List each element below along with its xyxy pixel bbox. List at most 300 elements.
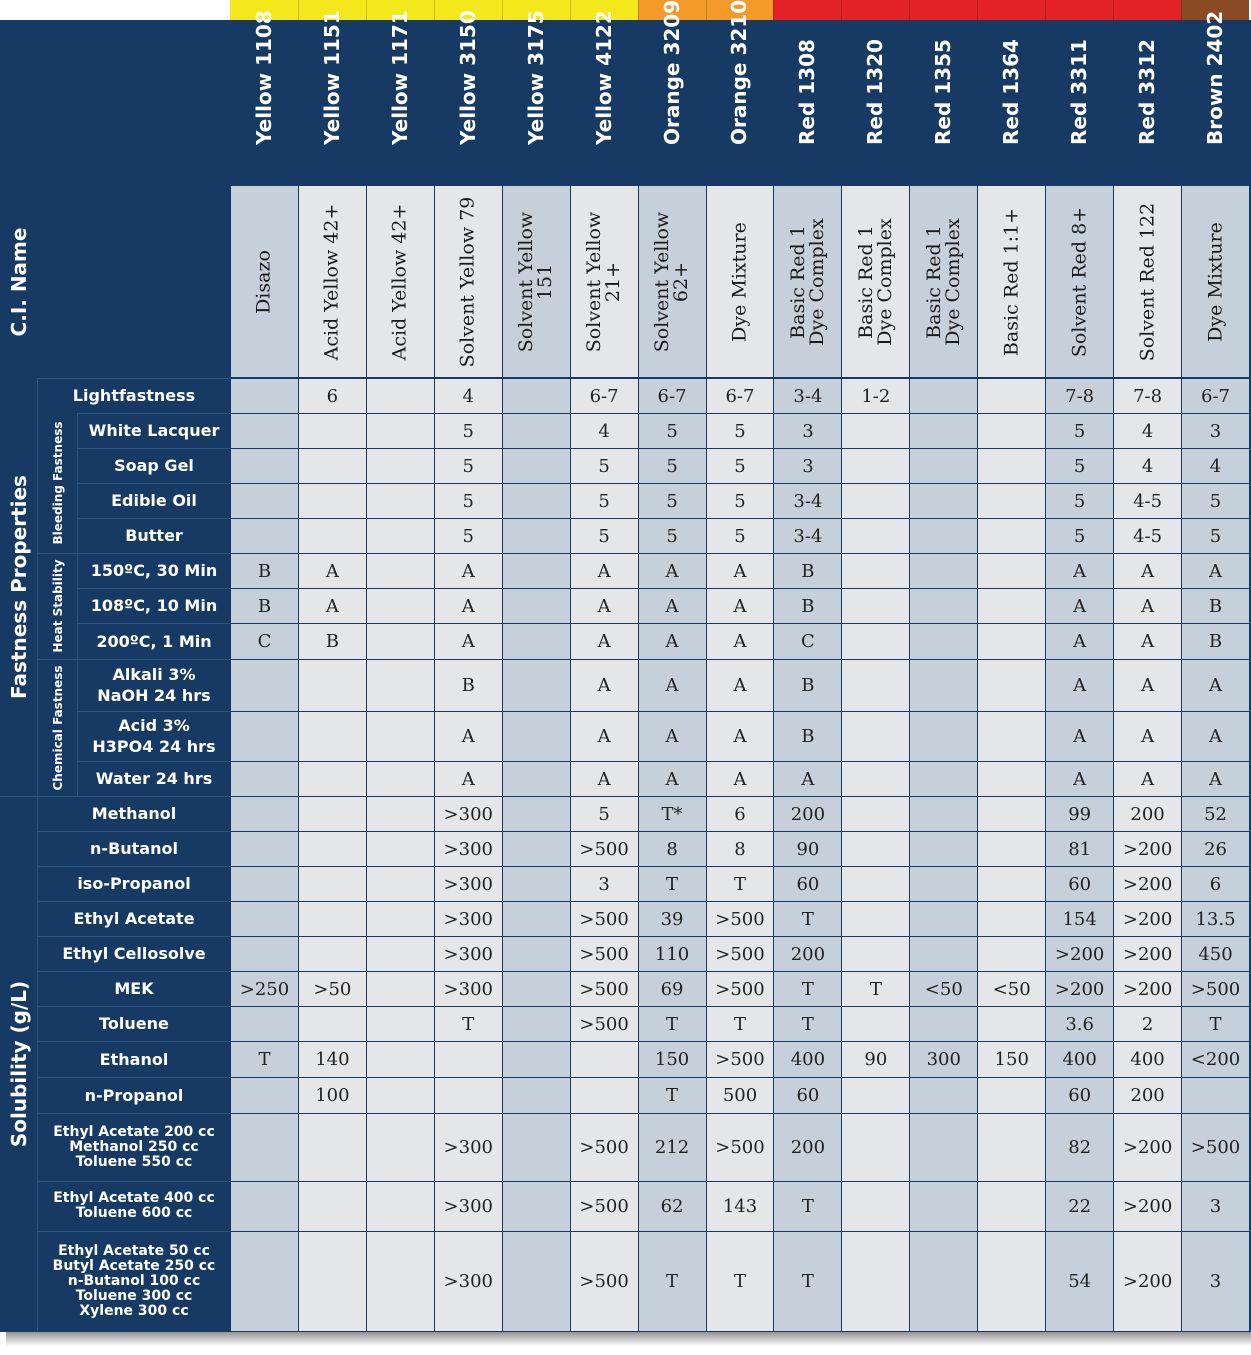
- table-cell: [1046, 624, 1113, 659]
- ci-name-line: Basic Red 1:1+: [1000, 207, 1023, 356]
- cell-value: >300: [443, 1196, 493, 1217]
- cell-value: C: [801, 631, 815, 652]
- cell-value: >500: [579, 1137, 629, 1158]
- table-cell: [299, 519, 366, 553]
- ci-name-cell: [1182, 186, 1249, 377]
- cell-value: >300: [443, 1137, 493, 1158]
- row-label-line: Xylene 300 cc: [79, 1302, 189, 1319]
- group-divider: [38, 659, 78, 660]
- row-label-line: Ethyl Acetate 200 cc: [53, 1123, 215, 1140]
- cell-value: >500: [579, 908, 629, 930]
- table-cell: [639, 554, 706, 588]
- table-cell: [1114, 972, 1181, 1006]
- table-cell: [1046, 937, 1113, 971]
- table-cell: [571, 589, 638, 623]
- row-label-line: Butter: [125, 526, 183, 545]
- row-label: [78, 659, 230, 711]
- table-cell: [639, 519, 706, 553]
- table-cell: [774, 1078, 841, 1113]
- table-cell: [910, 832, 977, 866]
- row-label: [78, 623, 230, 659]
- table-cell: [367, 972, 434, 1006]
- row-label-line: Alkali 3%: [112, 665, 196, 684]
- row-label: [38, 831, 230, 866]
- table-cell: [910, 972, 977, 1006]
- cell-value: 5: [666, 490, 678, 512]
- table-cell: [571, 484, 638, 518]
- table-cell: [910, 624, 977, 659]
- cell-value: A: [461, 768, 475, 790]
- product-header: [1113, 20, 1181, 185]
- cell-value: A: [665, 768, 679, 790]
- cell-value: 3.6: [1065, 1013, 1094, 1035]
- ci-name-text: [456, 192, 479, 372]
- cell-value: >300: [443, 978, 493, 1000]
- row-divider: [38, 866, 230, 867]
- table-cell: [978, 484, 1045, 518]
- ci-name-text: [585, 192, 623, 372]
- table-cell: [571, 449, 638, 483]
- table-cell: [299, 1078, 366, 1113]
- row-label-line: Toluene: [99, 1014, 169, 1033]
- product-name: Red 1355: [931, 39, 956, 145]
- table-cell: [978, 379, 1045, 413]
- table-cell: [1182, 519, 1249, 553]
- cell-value: >300: [443, 1271, 493, 1292]
- table-cell: [910, 414, 977, 448]
- cell-value: A: [1209, 560, 1223, 582]
- row-divider: [38, 1006, 230, 1007]
- product-header: [502, 10, 570, 185]
- table-cell: [435, 379, 502, 413]
- table-cell: [503, 660, 570, 711]
- cell-value: T: [801, 1271, 814, 1292]
- table-cell: [503, 902, 570, 936]
- row-label-line: n-Propanol: [84, 1085, 184, 1105]
- row-label: [78, 483, 230, 518]
- table-cell: [1182, 554, 1249, 588]
- cell-value: 5: [1073, 455, 1086, 477]
- row-label: [78, 413, 230, 448]
- cell-value: B: [1208, 631, 1223, 652]
- table-cell: [571, 1042, 638, 1077]
- table-cell: [1046, 1078, 1113, 1113]
- table-cell: [910, 1232, 977, 1331]
- cell-value: A: [1141, 560, 1155, 582]
- row-label-line: 150ºC, 30 Min: [90, 561, 218, 580]
- cell-value: >200: [1122, 1137, 1173, 1158]
- table-cell: [367, 1182, 434, 1231]
- table-cell: [1182, 1007, 1249, 1041]
- table-cell: [299, 589, 366, 623]
- table-cell: [774, 1232, 841, 1331]
- table-cell: [774, 1182, 841, 1231]
- table-cell: [435, 1007, 502, 1041]
- ci-name-cell: [1114, 186, 1181, 377]
- table-cell: [435, 832, 502, 866]
- cell-value: 150: [654, 1049, 690, 1070]
- table-cell: [231, 762, 298, 796]
- table-cell: [1046, 762, 1113, 796]
- table-cell: [978, 414, 1045, 448]
- product-name: Yellow 3175: [523, 10, 548, 145]
- ci-name-line: Dye Complex: [941, 217, 964, 346]
- table-cell: [639, 379, 706, 413]
- table-cell: [774, 624, 841, 659]
- cell-value: A: [665, 675, 679, 696]
- cell-value: 200: [790, 803, 826, 825]
- section-divider: [0, 796, 38, 797]
- cell-value: A: [597, 675, 611, 696]
- cell-value: B: [801, 675, 815, 696]
- table-cell: [707, 797, 774, 831]
- table-cell: [503, 484, 570, 518]
- cell-value: 4: [1141, 420, 1154, 442]
- row-label-line: Acid 3%: [118, 716, 190, 735]
- table-cell: [367, 1078, 434, 1113]
- table-cell: [910, 712, 977, 761]
- cell-value: 450: [1198, 943, 1233, 965]
- row-divider: [38, 1077, 230, 1078]
- table-cell: [231, 449, 298, 483]
- table-cell: [978, 712, 1045, 761]
- table-cell: [571, 937, 638, 971]
- cell-value: A: [665, 726, 679, 747]
- table-cell: [571, 832, 638, 866]
- bleeding-group-label-border: [77, 413, 78, 553]
- ci-name-line: Solvent Yellow 151: [515, 211, 557, 352]
- cell-value: A: [733, 560, 747, 582]
- table-cell: [707, 1232, 774, 1331]
- cell-value: 5: [1073, 490, 1086, 512]
- table-cell: [1114, 1007, 1181, 1041]
- group-divider: [38, 553, 78, 554]
- product-name: Yellow 3150: [455, 10, 480, 145]
- cell-value: T: [462, 1013, 475, 1035]
- cell-value: 5: [462, 455, 474, 477]
- table-cell: [639, 797, 706, 831]
- row-label: [78, 518, 230, 553]
- row-divider: [78, 413, 230, 414]
- table-cell: [571, 1078, 638, 1113]
- ci-name-line: Dye Complex: [805, 217, 828, 346]
- ci-name-line: Dye Complex: [873, 217, 896, 346]
- cell-value: >500: [1190, 1137, 1241, 1158]
- cell-value: >300: [443, 908, 493, 930]
- table-cell: [231, 972, 298, 1006]
- table-cell: [1114, 660, 1181, 711]
- cell-value: >500: [579, 943, 629, 965]
- table-cell: [842, 832, 909, 866]
- table-cell: [978, 797, 1045, 831]
- product-name: Yellow 1108: [251, 10, 276, 145]
- cell-value: >500: [715, 1137, 765, 1158]
- cell-value: 212: [654, 1137, 690, 1158]
- table-cell: [367, 832, 434, 866]
- table-cell: [774, 1007, 841, 1041]
- cell-value: A: [1073, 560, 1087, 582]
- cell-value: >500: [579, 1271, 629, 1292]
- cell-value: B: [801, 726, 815, 747]
- row-divider: [38, 378, 230, 379]
- table-cell: [367, 1114, 434, 1181]
- table-cell: [707, 624, 774, 659]
- table-cell: [503, 624, 570, 659]
- row-divider: [38, 831, 230, 832]
- cell-value: T: [733, 1013, 746, 1035]
- table-cell: [910, 1114, 977, 1181]
- table-cell: [639, 414, 706, 448]
- table-cell: [707, 1007, 774, 1041]
- cell-value: >500: [579, 1013, 629, 1035]
- table-cell: [842, 414, 909, 448]
- cell-value: 7-8: [1133, 385, 1163, 407]
- table-cell: [910, 867, 977, 901]
- table-cell: [842, 1232, 909, 1331]
- row-label-line: n-Butanol: [90, 839, 178, 858]
- table-cell: [842, 379, 909, 413]
- row-label-text: [85, 1085, 184, 1106]
- cell-value: A: [461, 631, 475, 652]
- cell-value: 5: [462, 525, 474, 547]
- cell-value: 3-4: [793, 490, 823, 512]
- table-cell: [231, 1042, 298, 1077]
- cell-value: 100: [315, 1085, 350, 1106]
- cell-value: T: [258, 1049, 271, 1070]
- group-divider: [38, 796, 78, 797]
- cell-value: 154: [1062, 908, 1097, 930]
- row-label-text: [97, 664, 210, 706]
- table-cell: [1114, 797, 1181, 831]
- cell-value: <50: [924, 978, 963, 1000]
- table-cell: [1046, 1042, 1113, 1077]
- row-label-text: [91, 595, 217, 616]
- product-name: Yellow 1151: [319, 10, 344, 145]
- cell-value: >50: [313, 978, 352, 1000]
- table-cell: [639, 484, 706, 518]
- cell-value: 3: [1209, 1196, 1222, 1217]
- table-cell: [707, 762, 774, 796]
- product-name: Red 1364: [999, 39, 1024, 145]
- row-label-line: 200ºC, 1 Min: [96, 631, 212, 651]
- table-cell: [1182, 902, 1249, 936]
- cell-value: 5: [598, 803, 610, 825]
- table-cell: [910, 1007, 977, 1041]
- product-name: Yellow 1171: [387, 10, 412, 145]
- table-cell: [639, 832, 706, 866]
- table-cell: [231, 1114, 298, 1181]
- table-cell: [571, 554, 638, 588]
- ci-name-line: Solvent Red 8+: [1068, 206, 1091, 357]
- table-cell: [503, 972, 570, 1006]
- table-cell: [435, 1232, 502, 1331]
- table-cell: [1046, 1182, 1113, 1231]
- table-cell: [774, 1114, 841, 1181]
- table-cell: [299, 797, 366, 831]
- table-cell: [299, 902, 366, 936]
- table-cell: [299, 867, 366, 901]
- row-label-line: Ethyl Acetate 50 cc: [58, 1242, 210, 1259]
- cell-value: 6-7: [725, 385, 755, 407]
- table-cell: [503, 1078, 570, 1113]
- table-cell: [1046, 867, 1113, 901]
- cell-value: 5: [734, 490, 746, 512]
- product-name: Red 3311: [1067, 39, 1092, 145]
- cell-value: A: [1141, 675, 1155, 696]
- cell-value: T: [666, 1271, 679, 1292]
- cell-value: A: [1209, 768, 1223, 790]
- table-cell: [571, 1182, 638, 1231]
- table-cell: [1182, 660, 1249, 711]
- table-cell: [978, 902, 1045, 936]
- cell-value: 6: [326, 385, 339, 407]
- cell-value: C: [257, 631, 272, 652]
- cell-value: A: [597, 631, 611, 652]
- row-divider: [78, 483, 230, 484]
- ci-name-text: [320, 192, 343, 372]
- cell-value: T: [801, 978, 814, 1000]
- heat-group-label-text: Heat Stability: [51, 559, 65, 653]
- table-cell: [1182, 484, 1249, 518]
- row-label-text: [111, 490, 197, 511]
- cell-value: 200: [790, 943, 826, 965]
- row-label-line: Methanol 250 cc: [69, 1138, 199, 1155]
- cell-value: B: [257, 595, 272, 617]
- ci-name-label: [0, 186, 38, 377]
- cell-value: A: [733, 726, 747, 747]
- table-cell: [707, 1042, 774, 1077]
- ci-name-cell: [842, 186, 909, 377]
- table-cell: [571, 1232, 638, 1331]
- table-cell: [707, 660, 774, 711]
- table-cell: [842, 762, 909, 796]
- ci-name-line: Dye Mixture: [728, 221, 751, 342]
- table-cell: [435, 449, 502, 483]
- table-cell: [978, 449, 1045, 483]
- cell-value: 3: [802, 455, 814, 477]
- cell-value: A: [1209, 675, 1223, 696]
- table-cell: [435, 1182, 502, 1231]
- ci-name-line: Dye Mixture: [1204, 221, 1227, 342]
- cell-value: A: [733, 595, 747, 617]
- ci-name-line: Disazo: [252, 249, 275, 314]
- ci-name-line: Acid Yellow 42+: [320, 203, 343, 360]
- ci-name-text: [653, 192, 691, 372]
- cell-value: 3: [1209, 420, 1222, 442]
- table-cell: [1114, 902, 1181, 936]
- table-cell: [299, 449, 366, 483]
- row-divider: [38, 1041, 230, 1042]
- row-label-line: Lightfastness: [72, 386, 196, 405]
- table-cell: [842, 1114, 909, 1181]
- table-cell: [978, 660, 1045, 711]
- row-label: [38, 1231, 230, 1331]
- table-cell: [435, 660, 502, 711]
- table-cell: [231, 1182, 298, 1231]
- table-cell: [367, 762, 434, 796]
- cell-value: T: [733, 1271, 746, 1292]
- row-label: [38, 936, 230, 971]
- table-cell: [299, 484, 366, 518]
- cell-value: 60: [1068, 1085, 1092, 1106]
- table-cell: [1114, 762, 1181, 796]
- cell-value: 1-2: [861, 385, 891, 407]
- ci-name-line: Basic Red 1: [786, 224, 809, 339]
- cell-value: 6-7: [657, 385, 687, 407]
- cell-value: 81: [1068, 838, 1092, 860]
- table-cell: [503, 1007, 570, 1041]
- ci-name-cell: [978, 186, 1045, 377]
- table-cell: [910, 1042, 977, 1077]
- table-cell: [367, 624, 434, 659]
- row-label-text: [89, 420, 220, 441]
- cell-value: 5: [598, 525, 610, 547]
- table-cell: [639, 449, 706, 483]
- table-cell: [435, 414, 502, 448]
- cell-value: A: [461, 726, 475, 747]
- product-header: [706, 0, 774, 185]
- ci-name-line: Solvent Yellow 79: [456, 196, 479, 367]
- table-cell: [503, 379, 570, 413]
- product-header: [1181, 10, 1249, 185]
- cell-value: A: [1209, 726, 1223, 747]
- table-cell: [435, 589, 502, 623]
- table-cell: [707, 1182, 774, 1231]
- table-cell: [503, 589, 570, 623]
- cell-value: T: [666, 1013, 679, 1035]
- table-cell: [774, 972, 841, 1006]
- table-cell: [1114, 449, 1181, 483]
- table-cell: [910, 937, 977, 971]
- cell-value: T: [869, 978, 882, 1000]
- table-cell: [503, 1182, 570, 1231]
- row-divider: [78, 518, 230, 519]
- table-cell: [774, 797, 841, 831]
- row-label-text: [62, 943, 205, 964]
- row-label-text: [53, 1244, 216, 1319]
- table-cell: [367, 449, 434, 483]
- product-header: [909, 20, 977, 185]
- product-header: [841, 20, 909, 185]
- table-cell: [910, 484, 977, 518]
- table-cell: [842, 624, 909, 659]
- table-cell: [707, 414, 774, 448]
- table-cell: [978, 972, 1045, 1006]
- table-cell: [1114, 624, 1181, 659]
- ci-name-cell: [910, 186, 977, 377]
- table-cell: [978, 1114, 1045, 1181]
- table-cell: [1114, 519, 1181, 553]
- table-cell: [1046, 519, 1113, 553]
- table-cell: [435, 519, 502, 553]
- table-cell: [1182, 1182, 1249, 1231]
- fastness-group-label: [0, 378, 38, 796]
- table-cell: [1046, 1232, 1113, 1331]
- cell-value: 5: [1073, 525, 1086, 547]
- heat-group-label: [38, 553, 78, 659]
- table-cell: [435, 1114, 502, 1181]
- solubility-group-label-text: Solubility (g/L): [7, 980, 31, 1147]
- table-cell: [639, 1182, 706, 1231]
- table-cell: [707, 712, 774, 761]
- table-cell: [571, 797, 638, 831]
- cell-value: T*: [661, 803, 683, 825]
- table-cell: [978, 1042, 1045, 1077]
- cell-value: 39: [660, 908, 684, 930]
- cell-value: 200: [1130, 803, 1165, 825]
- row-divider: [78, 588, 230, 589]
- table-cell: [1046, 660, 1113, 711]
